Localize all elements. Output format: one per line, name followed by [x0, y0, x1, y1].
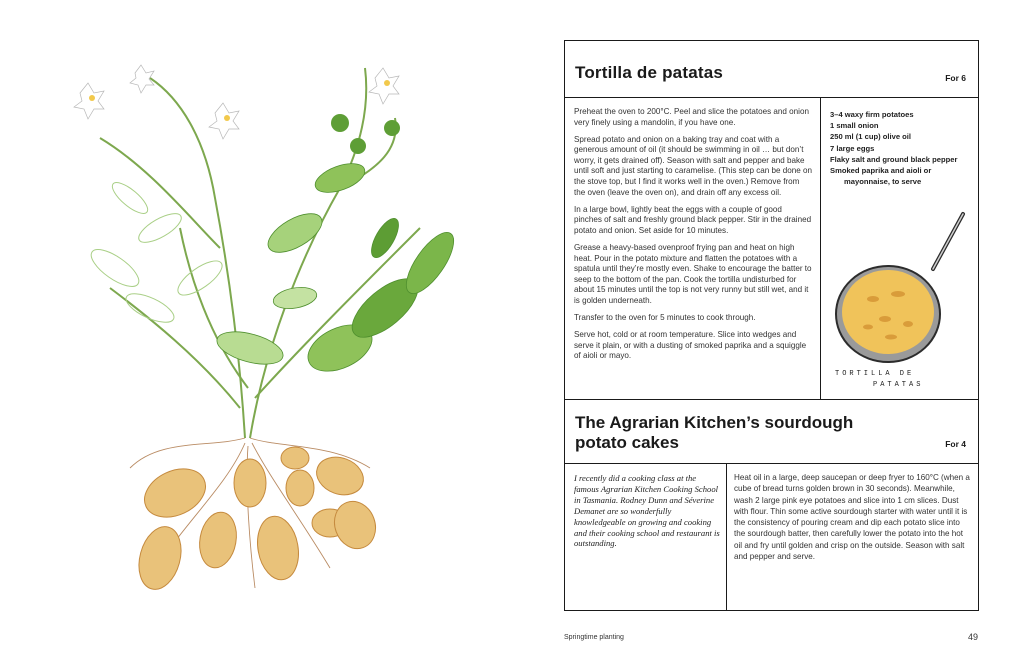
recipe2-method: Heat oil in a large, deep saucepan or deep fryer to 160°C (when a cube of bread turns golden brown in 30 seconds). Meanwhile, wash 2 large pink eye potatoes and slice into 1 cm slices. Dust with flour. Thin some active sourdough starter with water until it is the consistency of pouring cream and dip each potato slice into the sourdough batter, then carefully lower the potato into the hot oil and fry until golden and crisp on the outside. Season with salt and pepper and serve.	[734, 473, 970, 562]
method-step: Spread potato and onion on a baking tray and coat with a generous amount of oil (it should be swimming in oil … but don’t worry, it gets drained off). Season with salt and pepper and bake until soft and just starting to caramelise. (This step can be done on the stove top, but I find it works well in the oven.) Remove from the oven (leave the oven on), and drain off any excess oil.	[574, 134, 812, 197]
recipe2-serves: For 4	[945, 439, 966, 449]
method-step: Transfer to the oven for 5 minutes to cook through.	[574, 313, 756, 323]
column-divider	[726, 463, 727, 610]
ingredient-item: 1 small onion	[830, 121, 879, 131]
method-step: Preheat the oven to 200°C. Peel and slice the potatoes and onion very finely using a mandolin, if you have one.	[574, 107, 809, 127]
method-step: Grease a heavy-based ovenproof frying pan and heat on high heat. Pour in the potato mixture and flatten the potatoes with a spatula until they’re mostly even. Shake to encourage the batter to seep to the bottom of the pan. Cook the tortilla undisturbed for about 15 minutes until the top is not very runny but still wet, and it is golden underneath.	[574, 243, 812, 305]
ingredient-item: 250 ml (1 cup) olive oil	[830, 132, 912, 142]
potato-plant-illustration	[40, 28, 500, 628]
recipe2-title	[575, 413, 875, 453]
method-step: In a large bowl, lightly beat the eggs with a couple of good pinches of salt and freshly ground black pepper. Stir in the drained potato and onion. Set aside for 10 minutes.	[574, 204, 812, 235]
recipe1-header	[565, 41, 978, 98]
recipe1-method	[574, 107, 812, 368]
ingredient-item: mayonnaise, to serve	[844, 177, 922, 187]
tortilla-pan-illustration	[833, 209, 975, 389]
ingredient-item: 7 large eggs	[830, 143, 875, 153]
illustration-caption-line1: TORTILLA DE	[835, 370, 915, 378]
recipe2-title-line1: The Agrarian Kitchen’s sourdough	[575, 413, 854, 432]
recipe1-body	[565, 97, 978, 400]
recipe1-title: Tortilla de patatas	[575, 63, 724, 82]
method-step: Serve hot, cold or at room temperature. Slice into wedges and serve it plain, or with a dusting of smoked paprika and a squiggle of aioli or mayo.	[574, 330, 807, 361]
footer-section: Springtime planting	[564, 634, 624, 641]
recipe2-header	[565, 399, 978, 464]
column-divider	[820, 97, 821, 399]
recipe1-serves: For 6	[945, 73, 966, 83]
ingredient-item: Flaky salt and ground black pepper	[830, 154, 958, 164]
recipe2-body	[565, 463, 978, 610]
recipe2-intro: I recently did a cooking class at the famous Agrarian Kitchen Cooking School in Tasmania. Rodney Dunn and Séverine Demanet are so wonderfully knowledgeable on growing and cooking and their cooking school and restaurant is outstanding.	[574, 473, 720, 549]
recipe1-ingredients	[830, 109, 975, 187]
recipe-box	[564, 40, 979, 611]
ingredient-item: Smoked paprika and aioli or	[830, 166, 932, 176]
page-number: 49	[968, 632, 979, 642]
ingredient-item: 3–4 waxy firm potatoes	[830, 110, 914, 119]
illustration-caption-line2: PATATAS	[873, 381, 924, 389]
recipe2-title-line2: potato cakes	[575, 433, 679, 452]
